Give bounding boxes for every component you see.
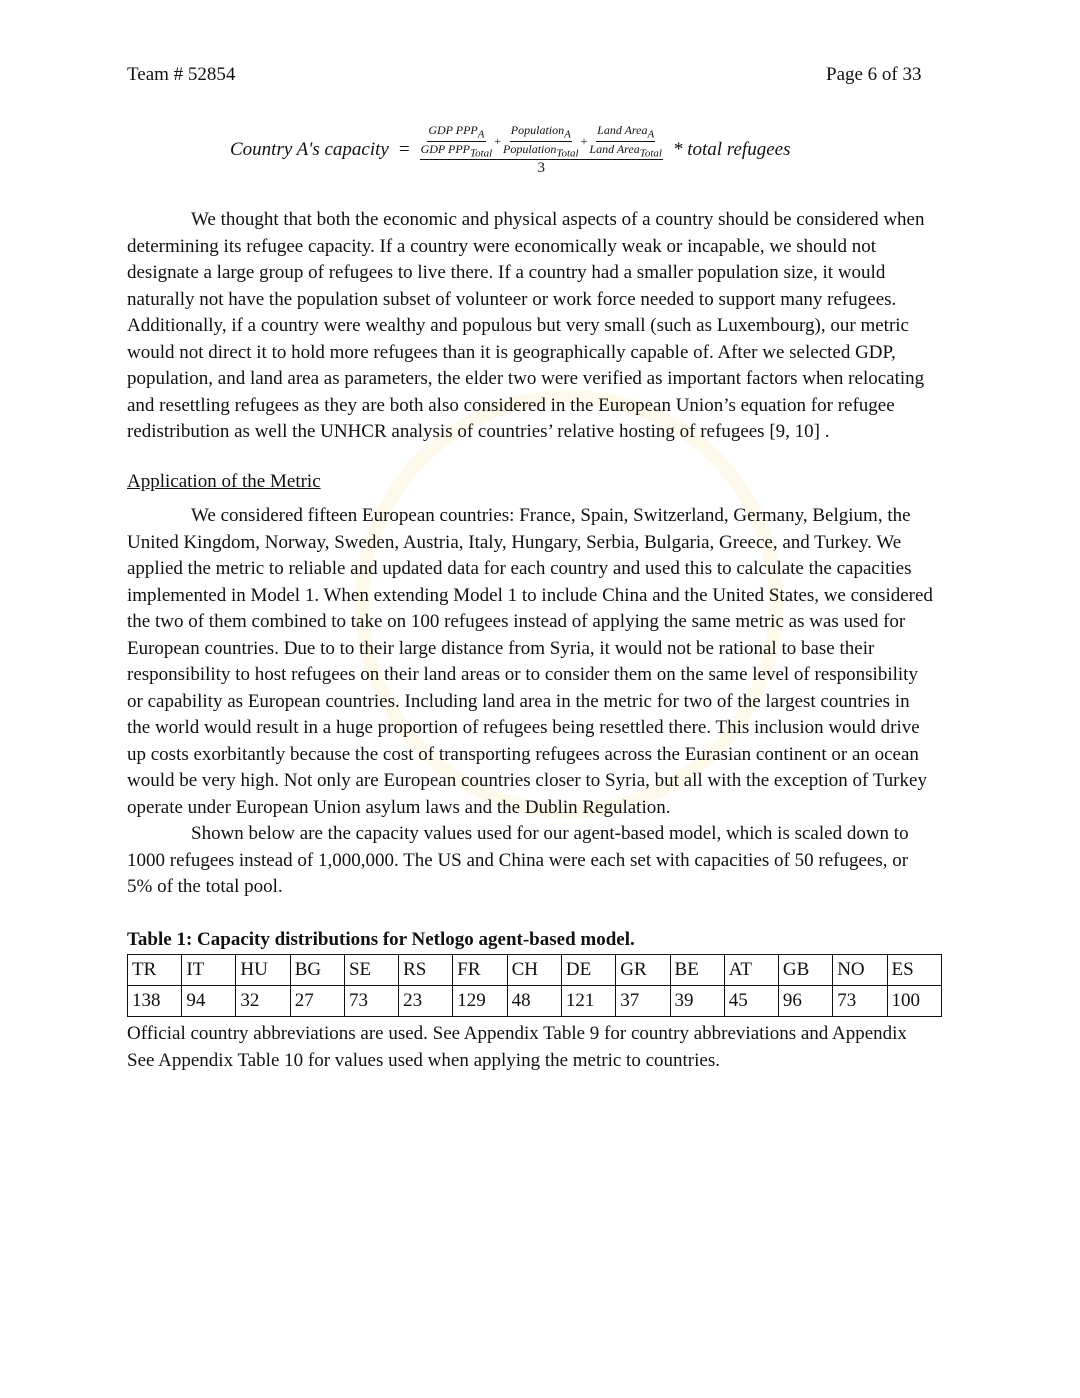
sub: Total [639, 146, 662, 159]
table-cell-header: GB [778, 955, 832, 986]
pop-num: Population [510, 123, 565, 138]
plus: + [580, 133, 588, 148]
table-cell-value: 23 [399, 986, 453, 1017]
table-cell-value: 37 [616, 986, 670, 1017]
table-caption: Table 1: Capacity distributions for Netlogo agent-based model. [127, 929, 635, 950]
text-line: European countries. Due to to their large distance from Syria, it would not be rational to base their [127, 637, 875, 659]
text-line: Shown below are the capacity values used for our agent-based model, which is scaled down to [191, 823, 909, 844]
table-cell-header: NO [833, 955, 887, 986]
table-cell-value: 32 [236, 986, 290, 1017]
table-cell-header: DE [561, 955, 615, 986]
text-line: We considered fifteen European countries: France, Spain, Switzerland, Germany, Belgium, the [191, 505, 911, 526]
table-cell-header: SE [344, 955, 398, 986]
capacity-table [127, 954, 942, 1017]
team-number: Team # 52854 [127, 64, 236, 85]
table-cell-header: ES [887, 955, 941, 986]
table-cell-header: RS [399, 955, 453, 986]
text-line: operate under European Union asylum laws and the Dublin Regulation. [127, 796, 671, 818]
table-cell-header: FR [453, 955, 507, 986]
area-den: Land Area [589, 141, 640, 156]
text-line: redistribution as well the UNHCR analysis of countries’ relative hosting of refugees [9, 10] . [127, 421, 830, 442]
capacity-formula [230, 122, 790, 178]
text-line: or capability as European countries. Including land area in the metric for two of the largest countries in [127, 690, 910, 712]
pop-den: Population [503, 141, 557, 156]
gdp-den: GDP PPP [420, 141, 471, 156]
formula-fraction [420, 123, 663, 177]
table-cell-value: 73 [344, 986, 398, 1017]
area-num: Land Area [597, 123, 648, 138]
table-cell-value: 48 [507, 986, 561, 1017]
text-line: United Kingdom, Norway, Sweden, Austria, Italy, Hungary, Serbia, Bulgaria, Greece, and Turkey. We [127, 531, 902, 553]
text-line: determining its refugee capacity. If a country were economically weak or incapable, we should not [127, 235, 876, 257]
table-cell-value: 138 [128, 986, 182, 1017]
text-line: population, and land area as parameters, the elder two were verified as important factors when relocating [127, 368, 925, 389]
page-number: Page 6 of 33 [826, 64, 922, 85]
section-heading: Application of the Metric [127, 471, 321, 492]
formula-equals: = [398, 139, 410, 160]
table-cell-header: CH [507, 955, 561, 986]
formula-rhs: * total refugees [672, 139, 791, 160]
table-value-row [128, 986, 942, 1017]
table-cell-header: IT [182, 955, 236, 986]
sub: Total [556, 146, 579, 159]
text-line: the two of them combined to take on 100 refugees instead of applying the same metric as was used for [127, 611, 906, 632]
formula-denominator: 3 [537, 159, 546, 176]
sub: Total [470, 146, 493, 159]
table-cell-value: 27 [290, 986, 344, 1017]
gdp-num: GDP PPP [428, 123, 478, 138]
text-line: We thought that both the economic and physical aspects of a country should be considered when [191, 209, 925, 230]
table-cell-header: HU [236, 955, 290, 986]
plus: + [494, 133, 502, 148]
table-cell-value: 73 [833, 986, 887, 1017]
sub: A [647, 128, 655, 141]
table-cell-value: 96 [778, 986, 832, 1017]
table-cell-value: 129 [453, 986, 507, 1017]
text-line: responsibility to host refugees on their land areas or to consider them on the same level of responsibility [127, 664, 918, 685]
table-cell-header: AT [724, 955, 778, 986]
text-line: 5% of the total pool. [127, 876, 283, 897]
text-line: designate a large group of refugees to live there. If a country had a smaller population size, it would [127, 262, 886, 283]
table-cell-header: BE [670, 955, 724, 986]
sub: A [564, 128, 571, 141]
table-header-row [128, 955, 942, 986]
text-line: implemented in Model 1. When extending Model 1 to include China and the United States, we considered [127, 584, 933, 606]
text-line: would not direct it to hold more refugees than it is geographically capable of. After we selected GDP, [127, 341, 896, 363]
table-cell-header: TR [128, 955, 182, 986]
table-cell-value: 45 [724, 986, 778, 1017]
text-line: would be very high. Not only are European countries closer to Syria, but all with the exception of Turkey [127, 770, 927, 791]
table-cell-header: BG [290, 955, 344, 986]
text-line: 1000 refugees instead of 1,000,000. The US and China were each set with capacities of 50 refugees, or [127, 849, 909, 871]
text-line: and resettling refugees as they are both also considered in the European Union’s equation for refugee [127, 394, 895, 416]
text-line: Official country abbreviations are used. See Appendix Table 9 for country abbreviations and Appendix [127, 1023, 907, 1044]
table-cell-value: 39 [670, 986, 724, 1017]
text-line: the world would result in a huge proportion of refugees being resettled there. This inclusion would drive [127, 717, 920, 738]
text-line: Additionally, if a country were wealthy and populous but very small (such as Luxembourg), our metric [127, 315, 909, 336]
text-line: applied the metric to reliable and updated data for each country and used this to calculate the capacities [127, 558, 912, 579]
table-cell-header: GR [616, 955, 670, 986]
sub: A [477, 128, 485, 141]
text-line: naturally not have the population subset of volunteer or work force needed to support many refugees. [127, 288, 897, 310]
text-line: See Appendix Table 10 for values used when applying the metric to countries. [127, 1049, 720, 1071]
table-cell-value: 121 [561, 986, 615, 1017]
text-line: up costs exorbitantly because the cost of transporting refugees across the Eurasian continent or an ocean [127, 743, 919, 765]
formula-lhs: Country A's capacity [230, 139, 389, 160]
table-cell-value: 100 [887, 986, 941, 1017]
table-cell-value: 94 [182, 986, 236, 1017]
